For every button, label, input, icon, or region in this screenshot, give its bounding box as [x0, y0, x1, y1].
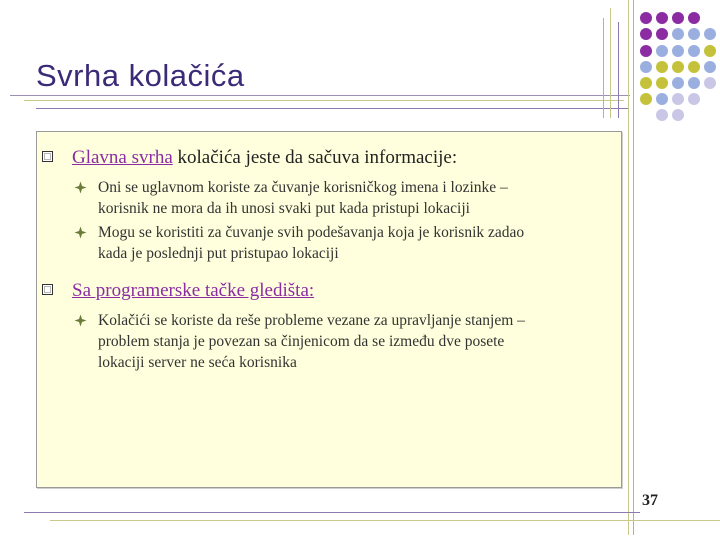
page-number: 37	[642, 492, 658, 509]
dot	[704, 28, 716, 40]
sub-line: problem stanja je povezan sa činjenicom da se između dve posete	[98, 333, 505, 350]
dot	[640, 45, 652, 57]
square-bullet-icon	[42, 284, 53, 295]
sub-line: kada je poslednji put pristupao lokaciji	[98, 245, 339, 262]
bullet-item-2	[72, 280, 314, 302]
dot	[672, 12, 684, 24]
footer-rule-1	[24, 512, 640, 513]
sub-line: Oni se uglavnom koriste za čuvanje korisničkog imena i lozinke –	[98, 179, 508, 196]
dot	[672, 28, 684, 40]
sub-line: Mogu se koristiti za čuvanje svih podešavanja koja je korisnik zadao	[98, 224, 525, 241]
dot	[672, 61, 684, 73]
dot	[656, 61, 668, 73]
diamond-bullet-icon	[74, 314, 87, 327]
dot-row-6	[640, 93, 700, 105]
dot-row-1	[640, 12, 700, 24]
sub-bullet-1-1	[98, 177, 508, 219]
dot	[656, 93, 668, 105]
dot	[640, 12, 652, 24]
sub-line: korisnik ne mora da ih unosi svaki put kada pristupi lokaciji	[98, 200, 470, 217]
dot	[640, 77, 652, 89]
slide-title: Svrha kolačića	[36, 58, 245, 93]
dot	[704, 45, 716, 57]
dot	[672, 77, 684, 89]
sub-line: Kolačići se koriste da reše probleme vezane za upravljanje stanjem –	[98, 312, 525, 329]
item-1-text: kolačića jeste da sačuva informacije:	[172, 147, 458, 168]
item-2-highlight: Sa programerske tačke gledišta:	[72, 280, 315, 301]
dot	[704, 77, 716, 89]
diamond-bullet-icon	[74, 226, 87, 239]
sub-line: lokaciji server ne seća korisnika	[98, 354, 297, 371]
dot	[672, 93, 684, 105]
square-bullet-icon	[42, 151, 53, 162]
dot	[688, 77, 700, 89]
dot	[640, 93, 652, 105]
bullet-item-1	[72, 147, 457, 169]
dot	[688, 61, 700, 73]
dot	[672, 45, 684, 57]
footer-rule-2	[50, 520, 720, 521]
dot-row-5	[640, 77, 716, 89]
dot-row-3	[640, 45, 716, 57]
dot-row-2	[640, 28, 716, 40]
dot	[688, 45, 700, 57]
sub-bullet-2-1	[98, 310, 525, 373]
dot	[704, 61, 716, 73]
dot	[688, 93, 700, 105]
dot	[688, 28, 700, 40]
dot	[640, 61, 652, 73]
dot	[656, 28, 668, 40]
dot-row-4	[640, 61, 716, 73]
diamond-bullet-icon	[74, 181, 87, 194]
dot	[688, 12, 700, 24]
dot	[640, 28, 652, 40]
item-1-highlight: Glavna svrha	[72, 147, 173, 168]
dot	[656, 77, 668, 89]
dot	[672, 109, 684, 121]
dot	[656, 12, 668, 24]
sub-bullet-1-2	[98, 222, 524, 264]
dot	[656, 45, 668, 57]
dot-row-7	[656, 109, 684, 121]
dot	[656, 109, 668, 121]
